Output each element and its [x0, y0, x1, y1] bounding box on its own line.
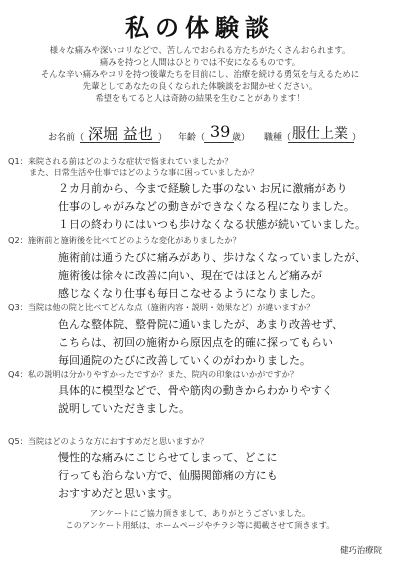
job-value: 服仕上業	[292, 126, 348, 142]
intro-line: 希望をもてると人は奇跡の結果を生むことがあります！	[95, 93, 305, 103]
age-label: 年齢（	[178, 133, 206, 143]
answer-5	[58, 449, 388, 503]
answer-line: 施術前は通うたびに痛みがあり、歩けなくなっていましたが、	[58, 251, 366, 264]
question-number: Q2：	[8, 235, 28, 245]
question-3	[8, 302, 392, 313]
answer-line: こちらは、初回の施術から原因点を的確に探ってもらい	[58, 336, 333, 349]
name-underline	[80, 142, 160, 143]
question-number: Q3：	[8, 302, 28, 312]
question-text: 施術前と施術後を比べてどのような変化がありましたか？	[27, 235, 241, 245]
clinic-name: 健巧治療院	[340, 545, 382, 555]
profile-row	[30, 121, 380, 147]
closing-line: アンケートにご協力頂きまして、ありがとうございました。	[89, 508, 311, 518]
answer-line: １日の終わりにはいつも歩けなくなる状態が続いていました。	[58, 218, 366, 231]
answer-line: おすすめだと思います。	[58, 487, 179, 500]
age-underline	[204, 142, 234, 143]
name-close: ）	[158, 133, 168, 143]
question-1	[8, 156, 392, 178]
job-label: 職種（	[264, 133, 292, 143]
job-underline	[288, 142, 354, 143]
job-close: ）	[352, 133, 362, 143]
question-2	[8, 235, 392, 246]
intro-line: 痛みを持つと人間はひとりでは不安になるものです。	[99, 57, 301, 67]
answer-1	[58, 180, 388, 234]
answer-line: 具体的に模型などで、骨や筋肉の動きからわかりやすく	[58, 384, 333, 397]
answer-line: 仕事のしゃがみなどの動きができなくなる程になりました。	[58, 200, 355, 213]
question-4	[8, 369, 392, 380]
answer-line: 色んな整体院、整骨院に通いましたが、あまり改善せず、	[58, 318, 344, 331]
page-title: 私の体験談	[125, 14, 275, 42]
closing-line: このアンケート用紙は、ホームページやチラシ等に掲載させて頂きます。	[65, 520, 335, 530]
answer-line: ２カ月前から、今まで経験した事のない お尻に激痛があり	[58, 182, 348, 195]
age-close: 歳）	[232, 133, 251, 143]
question-number: Q5：	[8, 436, 28, 446]
question-5	[8, 436, 392, 447]
intro-text	[18, 44, 382, 104]
question-text: 私の説明は分かりやすかったですか？また、院内の印象はいかがですか？	[27, 369, 299, 379]
answer-line: 行っても治らない方で、仙腸関節痛の方にも	[58, 469, 278, 482]
age-value: 39	[210, 122, 231, 141]
question-number: Q4：	[8, 369, 28, 379]
question-number: Q1：	[8, 156, 28, 166]
name-value: 深堀 益也	[88, 125, 153, 143]
answer-line: 感じなくなり仕事も毎日こなせるようになりました。	[58, 287, 322, 300]
answer-line: 慢性的な痛みにこじらせてしまって、どこに	[58, 451, 278, 464]
answer-4	[58, 382, 388, 418]
question-text: 来院される前はどのような症状で悩まれていましたか？	[27, 156, 233, 166]
name-label: お名前（	[48, 133, 85, 143]
intro-line: 先輩としてあなたの良くなられた体験談をお聞かせください。	[82, 81, 318, 91]
closing-message	[0, 507, 400, 531]
question-text: また、日常生活や仕事ではどのような事に困っていましたか？	[29, 167, 259, 177]
answer-line: 毎回通院のたびに改善していくのがわかりました。	[58, 354, 311, 367]
answer-line: 施術後は徐々に改善に向い、現在ではほとんど痛みが	[58, 269, 322, 282]
intro-line: そんな辛い痛みやコリを持つ後輩たちを目前にし、治療を続ける勇気を与えるために	[40, 69, 360, 79]
answer-line: 説明していただきました。	[58, 402, 190, 415]
question-text: 当院は他の院と比べてどんな点（施術内容・説明・効果など）が違いますか？	[27, 302, 315, 312]
answer-3	[58, 316, 388, 370]
question-text: 当院はどのような方におすすめだと思いますか？	[27, 436, 209, 446]
intro-line: 様々な痛みや深いコリなどで、苦しんでおられる方たちがたくさんおられます。	[49, 45, 351, 55]
answer-2	[58, 249, 388, 303]
